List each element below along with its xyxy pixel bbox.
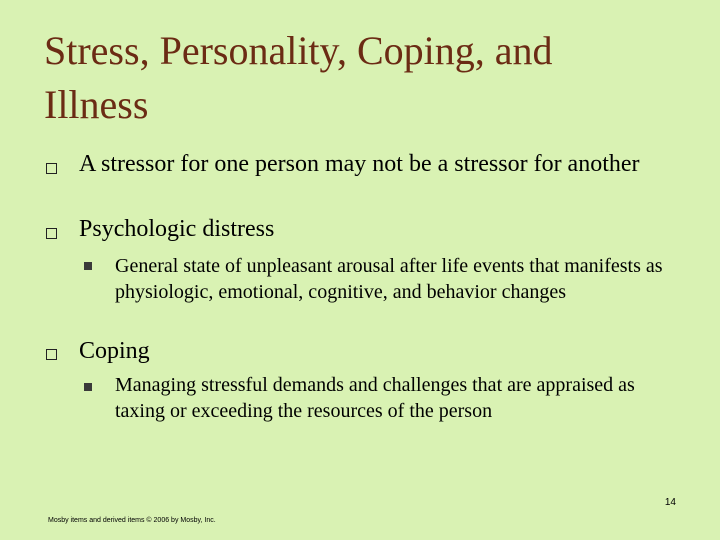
copyright-footer: Mosby items and derived items © 2006 by Mosby, Inc. — [48, 517, 216, 524]
solid-square-bullet-icon — [84, 262, 92, 270]
bullet-text: A stressor for one person may not be a stressor for another — [79, 151, 640, 177]
hollow-square-bullet-icon — [46, 349, 57, 360]
slide-title: Stress, Personality, Coping, and Illness — [44, 28, 553, 127]
bullet-text: Psychologic distress — [79, 216, 275, 242]
subbullet-text: General state of unpleasant arousal after life events that manifests as physiologic, emotional, cognitive, and behavior changes — [115, 255, 663, 303]
hollow-square-bullet-icon — [46, 228, 57, 239]
solid-square-bullet-icon — [84, 383, 92, 391]
page-number: 14 — [664, 497, 676, 508]
bullet-text: Coping — [79, 338, 150, 364]
subbullet-text: Managing stressful demands and challenges that are appraised as taxing or exceeding the resources of the person — [115, 374, 635, 422]
hollow-square-bullet-icon — [46, 163, 57, 174]
